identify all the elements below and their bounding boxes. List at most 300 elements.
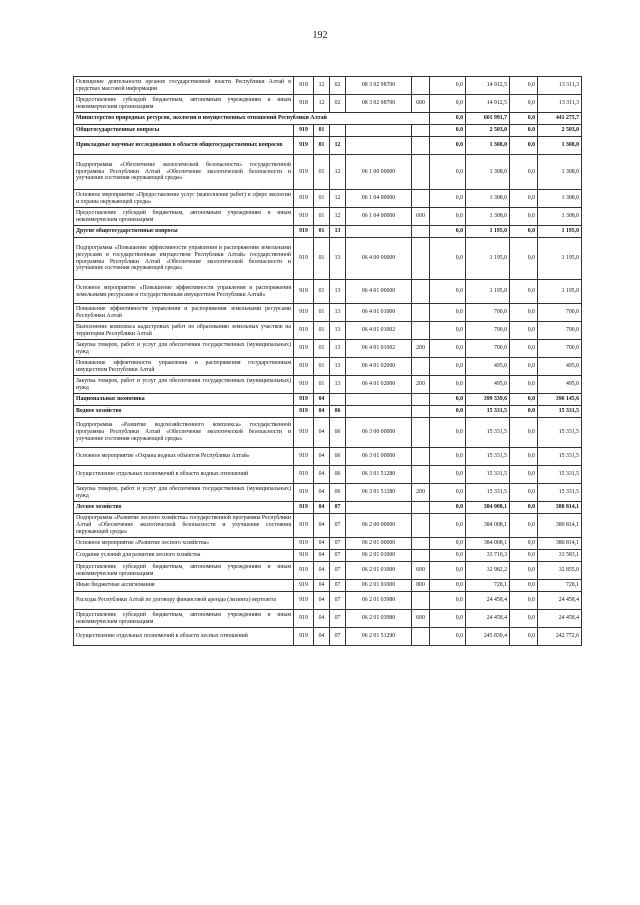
amount-cell-3: 0,0 <box>510 190 538 208</box>
table-row <box>74 418 582 448</box>
ved-code-cell: 919 <box>294 208 314 226</box>
section-code-cell: 01 <box>314 376 330 394</box>
target-article-cell: 06 3 00 00000 <box>346 418 412 448</box>
amount-cell-1: 0,0 <box>430 550 466 562</box>
amount-cell-2: 15 331,5 <box>466 466 510 484</box>
row-name-cell: Министерство природных ресурсов, экологии и имущественных отношений Республики Алтай <box>74 113 430 125</box>
table-row <box>74 304 582 322</box>
ved-code-cell: 919 <box>294 610 314 628</box>
target-article-cell <box>346 502 412 514</box>
expense-type-cell <box>412 418 430 448</box>
section-code-cell: 01 <box>314 340 330 358</box>
ved-code-cell: 919 <box>294 238 314 280</box>
amount-cell-2: 15 331,5 <box>466 406 510 418</box>
amount-cell-3: 0,0 <box>510 592 538 610</box>
table-row <box>74 280 582 304</box>
amount-cell-1: 0,0 <box>430 280 466 304</box>
amount-cell-3: 0,0 <box>510 484 538 502</box>
amount-cell-1: 0,0 <box>430 322 466 340</box>
amount-cell-4: 15 331,5 <box>538 448 582 466</box>
amount-cell-2: 384 008,1 <box>466 502 510 514</box>
target-article-cell: 06 4 01 01000 <box>346 304 412 322</box>
expense-type-cell <box>412 125 430 137</box>
amount-cell-2: 700,0 <box>466 322 510 340</box>
expense-type-cell <box>412 394 430 406</box>
section-code-cell: 04 <box>314 580 330 592</box>
row-name-cell: Повышение эффективности управления и распоряжения государственным имуществом Республики Алтай <box>74 358 294 376</box>
amount-cell-2: 1 308,0 <box>466 155 510 190</box>
amount-cell-4: 380 814,1 <box>538 514 582 538</box>
section-code-cell: 04 <box>314 514 330 538</box>
expense-type-cell <box>412 226 430 238</box>
amount-cell-3: 0,0 <box>510 550 538 562</box>
amount-cell-1: 0,0 <box>430 304 466 322</box>
amount-cell-2: 700,0 <box>466 304 510 322</box>
amount-cell-4: 441 275,7 <box>538 113 582 125</box>
target-article-cell <box>346 406 412 418</box>
subsection-code-cell: 07 <box>330 610 346 628</box>
section-code-cell: 04 <box>314 538 330 550</box>
table-row <box>74 610 582 628</box>
amount-cell-2: 15 331,5 <box>466 484 510 502</box>
amount-cell-2: 2 503,0 <box>466 125 510 137</box>
amount-cell-3: 0,0 <box>510 610 538 628</box>
row-name-cell: Осуществление отдельных полномочий в области водных отношений <box>74 466 294 484</box>
amount-cell-3: 0,0 <box>510 113 538 125</box>
amount-cell-2: 700,0 <box>466 340 510 358</box>
amount-cell-4: 700,0 <box>538 304 582 322</box>
subsection-code-cell: 02 <box>330 77 346 95</box>
amount-cell-3: 0,0 <box>510 418 538 448</box>
section-code-cell: 04 <box>314 628 330 646</box>
amount-cell-1: 0,0 <box>430 376 466 394</box>
target-article-cell <box>346 226 412 238</box>
amount-cell-1: 0,0 <box>430 358 466 376</box>
amount-cell-4: 1 195,0 <box>538 226 582 238</box>
amount-cell-4: 1 308,0 <box>538 208 582 226</box>
amount-cell-2: 15 331,5 <box>466 448 510 466</box>
row-name-cell: Водное хозяйство <box>74 406 294 418</box>
ved-code-cell: 919 <box>294 137 314 155</box>
section-code-cell: 04 <box>314 418 330 448</box>
expense-type-cell: 800 <box>412 580 430 592</box>
subsection-code-cell: 06 <box>330 418 346 448</box>
amount-cell-4: 380 814,1 <box>538 538 582 550</box>
amount-cell-3: 0,0 <box>510 77 538 95</box>
amount-cell-1: 0,0 <box>430 113 466 125</box>
target-article-cell: 06 1 04 00000 <box>346 208 412 226</box>
amount-cell-1: 0,0 <box>430 340 466 358</box>
amount-cell-4: 380 814,1 <box>538 502 582 514</box>
target-article-cell: 06 4 01 01002 <box>346 322 412 340</box>
table-row <box>74 514 582 538</box>
table-row <box>74 226 582 238</box>
table-row <box>74 580 582 592</box>
target-article-cell <box>346 394 412 406</box>
amount-cell-4: 700,0 <box>538 322 582 340</box>
target-article-cell: 06 3 01 00000 <box>346 448 412 466</box>
subsection-code-cell: 06 <box>330 448 346 466</box>
expense-type-cell <box>412 190 430 208</box>
amount-cell-1: 0,0 <box>430 394 466 406</box>
target-article-cell: 06 4 01 00000 <box>346 280 412 304</box>
amount-cell-4: 1 195,0 <box>538 238 582 280</box>
amount-cell-4: 33 583,1 <box>538 550 582 562</box>
amount-cell-1: 0,0 <box>430 562 466 580</box>
expense-type-cell <box>412 238 430 280</box>
amount-cell-4: 396 145,6 <box>538 394 582 406</box>
amount-cell-1: 0,0 <box>430 592 466 610</box>
table-row <box>74 208 582 226</box>
subsection-code-cell: 13 <box>330 280 346 304</box>
section-code-cell: 04 <box>314 406 330 418</box>
amount-cell-4: 24 458,4 <box>538 592 582 610</box>
section-code-cell: 04 <box>314 562 330 580</box>
amount-cell-3: 0,0 <box>510 376 538 394</box>
amount-cell-3: 0,0 <box>510 226 538 238</box>
amount-cell-4: 15 331,5 <box>538 418 582 448</box>
section-code-cell: 01 <box>314 280 330 304</box>
ved-code-cell: 919 <box>294 562 314 580</box>
amount-cell-1: 0,0 <box>430 226 466 238</box>
amount-cell-1: 0,0 <box>430 406 466 418</box>
target-article-cell: 06 2 01 51290 <box>346 628 412 646</box>
ved-code-cell: 919 <box>294 322 314 340</box>
row-name-cell: Повышение эффективности управления и распоряжения земельными ресурсами Республики Алтай <box>74 304 294 322</box>
amount-cell-1: 0,0 <box>430 95 466 113</box>
subsection-code-cell <box>330 394 346 406</box>
amount-cell-4: 32 855,0 <box>538 562 582 580</box>
expense-type-cell: 600 <box>412 562 430 580</box>
subsection-code-cell: 13 <box>330 358 346 376</box>
expense-type-cell <box>412 592 430 610</box>
ved-code-cell: 919 <box>294 550 314 562</box>
row-name-cell: Подпрограмма «Развитие водохозяйственного комплекса» государственной программы Республики Алтай «Обеспечение экологической безопасности и улучшение состояния окружающей среды» <box>74 418 294 448</box>
row-name-cell: Закупка товаров, работ и услуг для обеспечения государственных (муниципальных) нужд <box>74 484 294 502</box>
ved-code-cell: 919 <box>294 514 314 538</box>
amount-cell-3: 0,0 <box>510 137 538 155</box>
section-code-cell: 12 <box>314 95 330 113</box>
table-row <box>74 394 582 406</box>
section-code-cell: 01 <box>314 304 330 322</box>
section-code-cell: 04 <box>314 448 330 466</box>
row-name-cell: Предоставление субсидий бюджетным, автономным учреждениям и иным некоммерческим организациям <box>74 208 294 226</box>
table-row <box>74 502 582 514</box>
subsection-code-cell: 12 <box>330 190 346 208</box>
target-article-cell: 06 3 01 51280 <box>346 466 412 484</box>
expense-type-cell <box>412 358 430 376</box>
row-name-cell: Подпрограмма «Обеспечение экологической безопасности» государственной программы Республики Алтай «Обеспечение экологической безопасности и улучшение состояния окружающей среды» <box>74 155 294 190</box>
amount-cell-4: 1 308,0 <box>538 155 582 190</box>
row-name-cell: Лесное хозяйство <box>74 502 294 514</box>
amount-cell-3: 0,0 <box>510 406 538 418</box>
target-article-cell: 08 3 02 98700 <box>346 77 412 95</box>
subsection-code-cell: 06 <box>330 466 346 484</box>
amount-cell-1: 0,0 <box>430 208 466 226</box>
subsection-code-cell: 07 <box>330 628 346 646</box>
row-name-cell: Предоставление субсидий бюджетным, автономным учреждениям и иным некоммерческим организациям <box>74 610 294 628</box>
section-code-cell: 01 <box>314 322 330 340</box>
amount-cell-1: 0,0 <box>430 466 466 484</box>
expense-type-cell <box>412 550 430 562</box>
table-row <box>74 155 582 190</box>
ved-code-cell: 918 <box>294 77 314 95</box>
ved-code-cell: 919 <box>294 448 314 466</box>
ved-code-cell: 919 <box>294 394 314 406</box>
section-code-cell: 01 <box>314 125 330 137</box>
section-code-cell: 04 <box>314 610 330 628</box>
table-row <box>74 550 582 562</box>
row-name-cell: Выполнение комплекса кадастровых работ по образованию земельных участков на территории Республики Алтай <box>74 322 294 340</box>
section-code-cell: 01 <box>314 137 330 155</box>
target-article-cell: 06 2 00 00000 <box>346 514 412 538</box>
ved-code-cell: 919 <box>294 502 314 514</box>
amount-cell-1: 0,0 <box>430 190 466 208</box>
target-article-cell: 06 2 01 03980 <box>346 592 412 610</box>
section-code-cell: 04 <box>314 466 330 484</box>
amount-cell-3: 0,0 <box>510 538 538 550</box>
amount-cell-1: 0,0 <box>430 125 466 137</box>
amount-cell-4: 1 308,0 <box>538 137 582 155</box>
amount-cell-2: 1 195,0 <box>466 226 510 238</box>
target-article-cell: 06 2 01 03980 <box>346 610 412 628</box>
amount-cell-3: 0,0 <box>510 95 538 113</box>
amount-cell-1: 0,0 <box>430 137 466 155</box>
row-name-cell: Подпрограмма «Развитие лесного хозяйства» государственной программы Республики Алтай «Обеспечение экологической безопасности и улучшение состояния окружающей среды» <box>74 514 294 538</box>
row-name-cell: Основное мероприятие «Развитие лесного хозяйства» <box>74 538 294 550</box>
amount-cell-2: 1 195,0 <box>466 238 510 280</box>
amount-cell-3: 0,0 <box>510 280 538 304</box>
section-code-cell: 01 <box>314 358 330 376</box>
table-row <box>74 113 582 125</box>
ved-code-cell: 919 <box>294 628 314 646</box>
amount-cell-1: 0,0 <box>430 238 466 280</box>
row-name-cell: Иные бюджетные ассигнования <box>74 580 294 592</box>
amount-cell-4: 13 311,3 <box>538 77 582 95</box>
table-row <box>74 238 582 280</box>
amount-cell-1: 0,0 <box>430 610 466 628</box>
subsection-code-cell: 13 <box>330 304 346 322</box>
subsection-code-cell: 06 <box>330 484 346 502</box>
amount-cell-2: 1 308,0 <box>466 190 510 208</box>
table-row <box>74 628 582 646</box>
amount-cell-3: 0,0 <box>510 502 538 514</box>
amount-cell-4: 15 331,5 <box>538 406 582 418</box>
amount-cell-3: 0,0 <box>510 322 538 340</box>
subsection-code-cell: 06 <box>330 406 346 418</box>
row-name-cell: Закупка товаров, работ и услуг для обеспечения государственных (муниципальных) нужд <box>74 340 294 358</box>
amount-cell-2: 728,1 <box>466 580 510 592</box>
amount-cell-2: 384 008,1 <box>466 514 510 538</box>
target-article-cell: 06 4 00 00000 <box>346 238 412 280</box>
expense-type-cell <box>412 304 430 322</box>
section-code-cell: 04 <box>314 394 330 406</box>
target-article-cell: 06 4 01 02000 <box>346 376 412 394</box>
amount-cell-1: 0,0 <box>430 580 466 592</box>
amount-cell-3: 0,0 <box>510 580 538 592</box>
subsection-code-cell: 12 <box>330 137 346 155</box>
row-name-cell: Основное мероприятие «Охрана водных объектов Республики Алтай» <box>74 448 294 466</box>
ved-code-cell: 919 <box>294 155 314 190</box>
amount-cell-2: 1 308,0 <box>466 137 510 155</box>
table-row <box>74 376 582 394</box>
table-row <box>74 484 582 502</box>
ved-code-cell: 919 <box>294 358 314 376</box>
ved-code-cell: 919 <box>294 280 314 304</box>
amount-cell-3: 0,0 <box>510 340 538 358</box>
row-name-cell: Общегосударственные вопросы <box>74 125 294 137</box>
row-name-cell: Прикладные научные исследования в области общегосударственных вопросов <box>74 137 294 155</box>
amount-cell-3: 0,0 <box>510 448 538 466</box>
row-name-cell: Осуществление отдельных полномочий в области лесных отношений <box>74 628 294 646</box>
table-row <box>74 340 582 358</box>
amount-cell-3: 0,0 <box>510 562 538 580</box>
amount-cell-4: 495,0 <box>538 358 582 376</box>
section-code-cell: 01 <box>314 190 330 208</box>
amount-cell-2: 33 710,3 <box>466 550 510 562</box>
amount-cell-3: 0,0 <box>510 304 538 322</box>
target-article-cell: 06 2 01 01000 <box>346 562 412 580</box>
row-name-cell: Предоставление субсидий бюджетным, автономным учреждениям и иным некоммерческим организациям <box>74 95 294 113</box>
expense-type-cell: 600 <box>412 610 430 628</box>
subsection-code-cell: 07 <box>330 580 346 592</box>
subsection-code-cell: 07 <box>330 514 346 538</box>
amount-cell-3: 0,0 <box>510 394 538 406</box>
amount-cell-4: 1 308,0 <box>538 190 582 208</box>
row-name-cell: Подпрограмма «Повышение эффективности управления и распоряжения земельными ресурсами и государственным имуществом Республики Алтай» государственной программы Республики Алтай «Обеспечение экологической безопасности и улучшение состояния окружающей среды» <box>74 238 294 280</box>
amount-cell-3: 0,0 <box>510 208 538 226</box>
row-name-cell: Расходы Республики Алтай по договору финансовой аренды (лизинга) вертолета <box>74 592 294 610</box>
expense-type-cell <box>412 538 430 550</box>
table-row <box>74 137 582 155</box>
expense-type-cell <box>412 280 430 304</box>
budget-table <box>73 76 582 646</box>
expense-type-cell <box>412 322 430 340</box>
table-row <box>74 95 582 113</box>
target-article-cell: 06 1 00 00000 <box>346 155 412 190</box>
section-code-cell: 01 <box>314 238 330 280</box>
amount-cell-3: 0,0 <box>510 358 538 376</box>
expense-type-cell <box>412 406 430 418</box>
table-row <box>74 77 582 95</box>
subsection-code-cell: 07 <box>330 538 346 550</box>
target-article-cell: 06 2 01 01000 <box>346 580 412 592</box>
expense-type-cell: 600 <box>412 208 430 226</box>
expense-type-cell <box>412 502 430 514</box>
subsection-code-cell: 07 <box>330 592 346 610</box>
row-name-cell: Закупка товаров, работ и услуг для обеспечения государственных (муниципальных) нужд <box>74 376 294 394</box>
amount-cell-2: 24 458,4 <box>466 610 510 628</box>
amount-cell-3: 0,0 <box>510 125 538 137</box>
amount-cell-2: 15 331,5 <box>466 418 510 448</box>
amount-cell-1: 0,0 <box>430 77 466 95</box>
amount-cell-1: 0,0 <box>430 484 466 502</box>
ved-code-cell: 919 <box>294 406 314 418</box>
expense-type-cell: 600 <box>412 95 430 113</box>
table-row <box>74 190 582 208</box>
amount-cell-3: 0,0 <box>510 155 538 190</box>
expense-type-cell: 200 <box>412 484 430 502</box>
amount-cell-4: 700,0 <box>538 340 582 358</box>
table-row <box>74 466 582 484</box>
section-code-cell: 04 <box>314 502 330 514</box>
table-row <box>74 322 582 340</box>
amount-cell-1: 0,0 <box>430 628 466 646</box>
ved-code-cell: 918 <box>294 95 314 113</box>
amount-cell-2: 1 195,0 <box>466 280 510 304</box>
ved-code-cell: 919 <box>294 340 314 358</box>
amount-cell-1: 0,0 <box>430 418 466 448</box>
amount-cell-2: 399 339,6 <box>466 394 510 406</box>
row-name-cell: Основное мероприятие «Повышение эффективности управления и распоряжения земельными ресурсами и государственным имуществом Республики Алтай» <box>74 280 294 304</box>
target-article-cell <box>346 125 412 137</box>
ved-code-cell: 919 <box>294 418 314 448</box>
table-row <box>74 538 582 550</box>
subsection-code-cell: 13 <box>330 238 346 280</box>
table-row <box>74 358 582 376</box>
expense-type-cell: 200 <box>412 340 430 358</box>
table-row <box>74 562 582 580</box>
section-code-cell: 01 <box>314 208 330 226</box>
amount-cell-4: 728,1 <box>538 580 582 592</box>
ved-code-cell: 919 <box>294 538 314 550</box>
expense-type-cell <box>412 77 430 95</box>
ved-code-cell: 919 <box>294 484 314 502</box>
amount-cell-3: 0,0 <box>510 466 538 484</box>
ved-code-cell: 919 <box>294 592 314 610</box>
amount-cell-3: 0,0 <box>510 514 538 538</box>
expense-type-cell <box>412 137 430 155</box>
amount-cell-2: 245 839,4 <box>466 628 510 646</box>
row-name-cell: Основное мероприятие «Предоставление услуг (выполнение работ) в сфере экологии и охраны окружающей среды» <box>74 190 294 208</box>
amount-cell-2: 495,0 <box>466 376 510 394</box>
section-code-cell: 04 <box>314 592 330 610</box>
target-article-cell: 08 3 02 98700 <box>346 95 412 113</box>
ved-code-cell: 919 <box>294 190 314 208</box>
table-row <box>74 406 582 418</box>
amount-cell-4: 1 195,0 <box>538 280 582 304</box>
ved-code-cell: 919 <box>294 376 314 394</box>
page-number: 192 <box>312 30 328 41</box>
subsection-code-cell: 12 <box>330 208 346 226</box>
expense-type-cell <box>412 514 430 538</box>
subsection-code-cell: 13 <box>330 376 346 394</box>
amount-cell-3: 0,0 <box>510 628 538 646</box>
amount-cell-2: 24 458,4 <box>466 592 510 610</box>
amount-cell-2: 384 008,1 <box>466 538 510 550</box>
amount-cell-4: 13 311,3 <box>538 95 582 113</box>
section-code-cell: 01 <box>314 226 330 238</box>
amount-cell-1: 0,0 <box>430 155 466 190</box>
row-name-cell: Национальная экономика <box>74 394 294 406</box>
table-row <box>74 592 582 610</box>
ved-code-cell: 919 <box>294 304 314 322</box>
expense-type-cell <box>412 466 430 484</box>
row-name-cell: Другие общегосударственные вопросы <box>74 226 294 238</box>
amount-cell-4: 15 331,5 <box>538 484 582 502</box>
subsection-code-cell: 13 <box>330 322 346 340</box>
amount-cell-1: 0,0 <box>430 538 466 550</box>
target-article-cell <box>346 137 412 155</box>
ved-code-cell: 919 <box>294 226 314 238</box>
expense-type-cell <box>412 155 430 190</box>
table-row <box>74 448 582 466</box>
subsection-code-cell: 07 <box>330 502 346 514</box>
amount-cell-4: 2 503,0 <box>538 125 582 137</box>
subsection-code-cell: 12 <box>330 155 346 190</box>
target-article-cell: 06 4 01 02000 <box>346 358 412 376</box>
subsection-code-cell: 13 <box>330 340 346 358</box>
